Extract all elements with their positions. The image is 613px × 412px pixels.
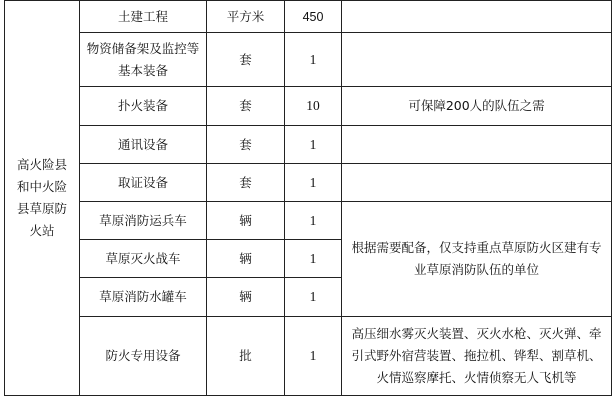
unit-cell: 套 <box>207 164 285 202</box>
table-row <box>5 317 612 396</box>
table-row <box>5 33 612 87</box>
note-cell <box>342 126 612 164</box>
unit-cell: 辆 <box>207 202 285 240</box>
item-cell: 草原灭火战车 <box>80 240 207 278</box>
unit-cell: 辆 <box>207 278 285 317</box>
table-row <box>5 87 612 126</box>
unit-cell: 辆 <box>207 240 285 278</box>
table-row <box>5 202 612 240</box>
quantity-cell: 1 <box>285 202 342 240</box>
item-cell: 物资储备架及监控等基本装备 <box>80 33 207 87</box>
note-cell <box>342 33 612 87</box>
station-cell: 高火险县和中火险县草原防火站 <box>5 1 80 396</box>
quantity-cell: 1 <box>285 317 342 396</box>
note-cell <box>342 164 612 202</box>
table-row <box>5 164 612 202</box>
unit-cell: 批 <box>207 317 285 396</box>
item-cell: 土建工程 <box>80 1 207 33</box>
item-cell: 取证设备 <box>80 164 207 202</box>
unit-cell: 平方米 <box>207 1 285 33</box>
unit-cell: 套 <box>207 126 285 164</box>
item-cell: 扑火装备 <box>80 87 207 126</box>
note-cell <box>342 1 612 33</box>
quantity-cell: 1 <box>285 33 342 87</box>
quantity-cell: 1 <box>285 278 342 317</box>
table-row <box>5 1 612 33</box>
equipment-table <box>4 0 612 396</box>
quantity-cell: 10 <box>285 87 342 126</box>
table-row <box>5 126 612 164</box>
vehicle-note-cell: 根据需要配备，仅支持重点草原防火区建有专业草原消防队伍的单位 <box>342 202 612 317</box>
item-cell: 通讯设备 <box>80 126 207 164</box>
item-cell: 草原消防水罐车 <box>80 278 207 317</box>
quantity-cell: 450 <box>285 1 342 33</box>
quantity-cell: 1 <box>285 126 342 164</box>
item-cell: 草原消防运兵车 <box>80 202 207 240</box>
note-cell: 高压细水雾灭火装置、灭火水枪、灭火弹、牵引式野外宿营装置、拖拉机、铧犁、割草机、火情巡察摩托、火情侦察无人飞机等 <box>342 317 612 396</box>
item-cell: 防火专用设备 <box>80 317 207 396</box>
unit-cell: 套 <box>207 33 285 87</box>
quantity-cell: 1 <box>285 164 342 202</box>
quantity-cell: 1 <box>285 240 342 278</box>
unit-cell: 套 <box>207 87 285 126</box>
note-cell: 可保障200人的队伍之需 <box>342 87 612 126</box>
